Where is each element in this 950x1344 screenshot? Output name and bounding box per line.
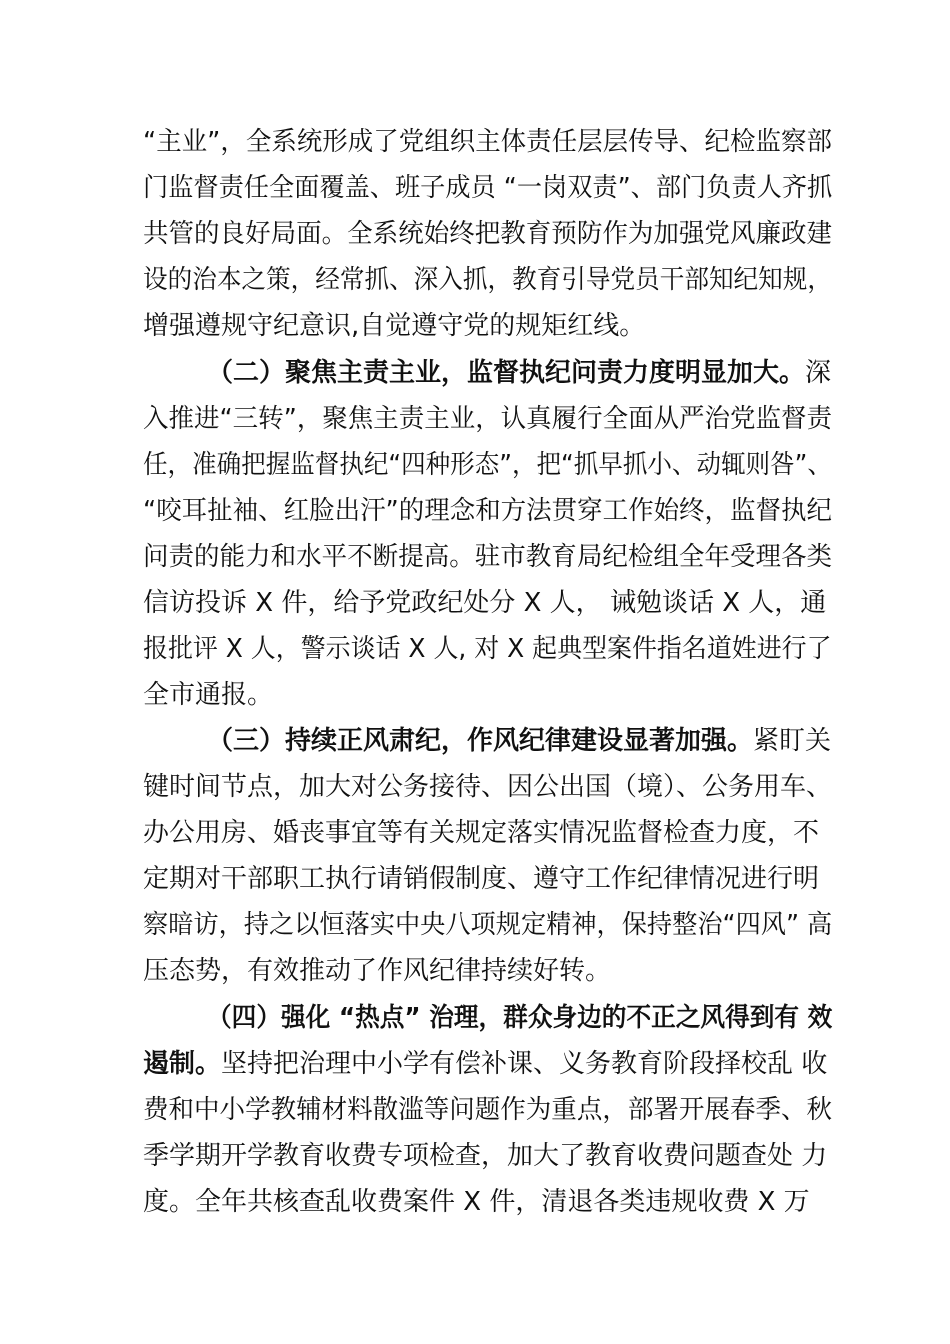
section-heading-tail: 坚持把治理中小学有偿补课、义务教育阶段择校乱 收: [221, 1049, 828, 1079]
section-heading-line: [207, 350, 831, 396]
section-heading: （四）强化 “热点” 治理，群众身边的不正之风得到有 效: [207, 1003, 833, 1033]
paragraph-line: 入推进“三转”，聚焦主责主业，认真履行全面从严治党监督责: [143, 404, 832, 434]
paragraph-line: 任，准确把握监督执纪“四种形态”，把“抓早抓小、动辄则咎”、: [143, 450, 832, 480]
paragraph-line: 定期对干部职工执行请销假制度、遵守工作纪律情况进行明: [143, 864, 820, 894]
paragraph-line: 度。全年共核查乱收费案件 X 件，清退各类违规收费 X 万: [143, 1187, 810, 1217]
paragraph-line: 设的治本之策，经常抓、深入抓，教育引导党员干部知纪知规，: [143, 265, 832, 295]
paragraph-line: 费和中小学教辅材料散滥等问题作为重点，部署开展春季、秋: [143, 1095, 833, 1125]
paragraph-line: 键时间节点，加大对公务接待、因公出国（境）、公务用车、: [143, 772, 833, 802]
paragraph-line: 季学期开学教育收费专项检查，加大了教育收费问题查处 力: [143, 1141, 828, 1171]
section-heading: （三）持续正风肃纪，作风纪律建设显著加强。: [207, 726, 754, 756]
paragraph-line: “主业”，全系统形成了党组织主体责任层层传导、纪检监察部: [143, 127, 832, 157]
paragraph-line: 信访投诉 X 件，给予党政纪处分 X 人， 诫勉谈话 X 人，通: [143, 588, 827, 618]
paragraph-line: 报批评 X 人，警示谈话 X 人, 对 X 起典型案件指名道姓进行了: [143, 634, 832, 664]
paragraph-line: 办公用房、婚丧事宜等有关规定落实情况监督检查力度，不: [143, 818, 820, 848]
section-heading: （二）聚焦主责主业，监督执纪问责力度明显加大。: [207, 358, 806, 388]
paragraph-line: 问责的能力和水平不断提高。驻市教育局纪检组全年受理各类: [143, 542, 833, 572]
paragraph-line: 门监督责任全面覆盖、班子成员 “一岗双责”、部门负责人齐抓: [143, 173, 833, 203]
section-heading-line: [207, 995, 832, 1041]
paragraph-line: 察暗访，持之以恒落实中央八项规定精神，保持整治“四风” 高: [143, 910, 833, 940]
paragraph-line: 增强遵规守纪意识,自觉遵守党的规矩红线。: [143, 311, 646, 341]
section-heading-line: [143, 1041, 827, 1087]
paragraph-line: 共管的良好局面。全系统始终把教育预防作为加强党风廉政建: [143, 219, 833, 249]
paragraph-line: 全市通报。: [143, 680, 274, 710]
section-heading-tail: 深: [805, 358, 832, 388]
section-heading-line: [207, 718, 831, 764]
section-heading: 遏制。: [143, 1049, 222, 1079]
paragraph-line: 压态势，有效推动了作风纪律持续好转。: [143, 956, 612, 986]
paragraph-line: “咬耳扯袖、红脸出汗”的理念和方法贯穿工作始终，监督执纪: [143, 496, 832, 526]
section-heading-tail: 紧盯关: [753, 726, 832, 756]
